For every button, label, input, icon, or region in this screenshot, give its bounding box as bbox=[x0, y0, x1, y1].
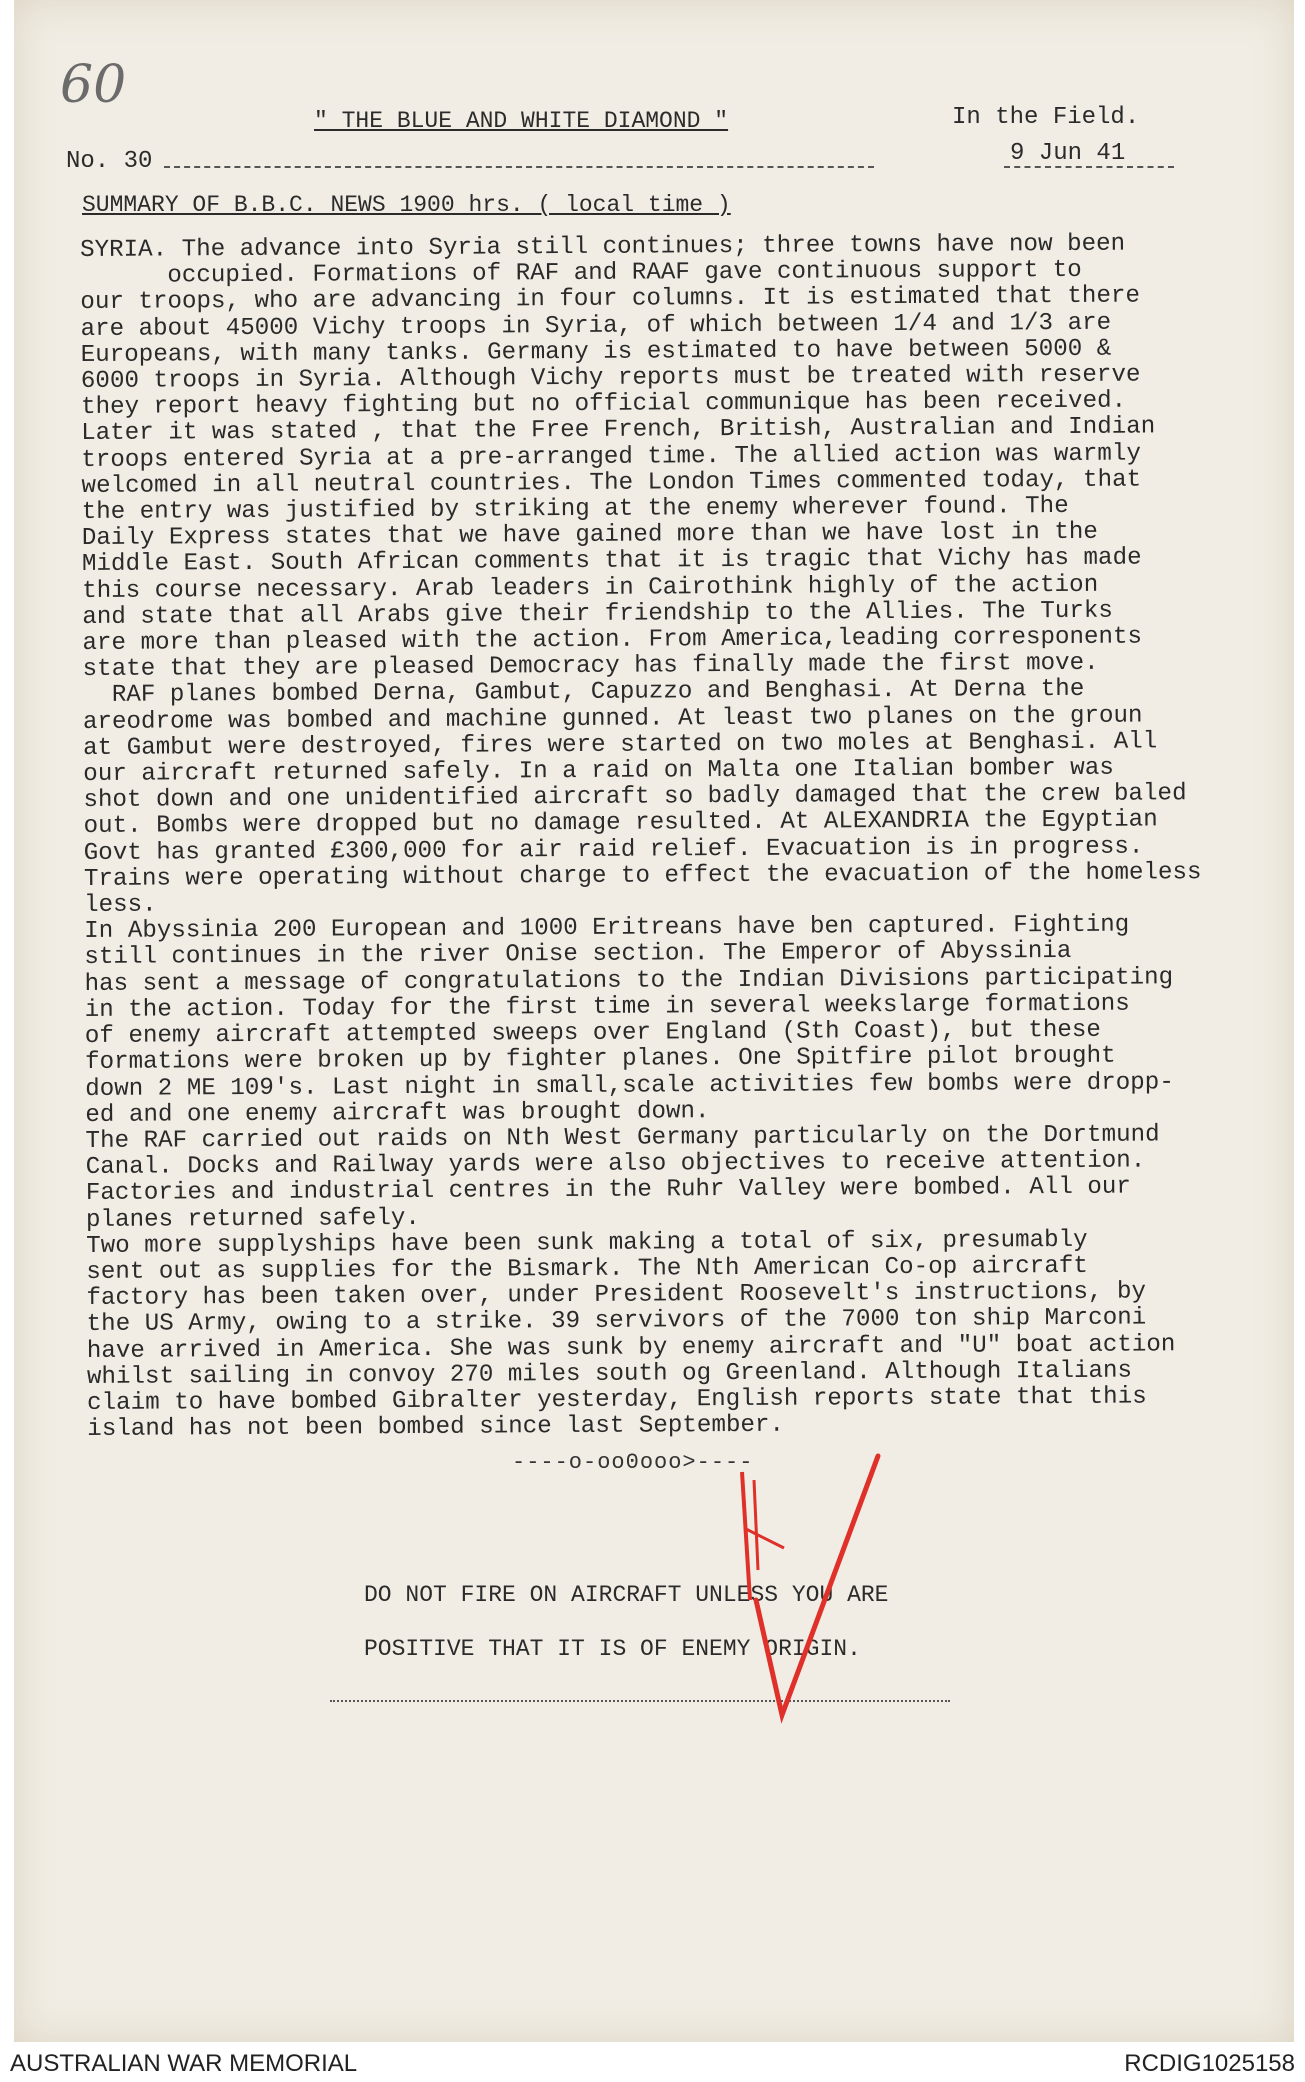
location-label: In the Field. bbox=[952, 104, 1140, 131]
body-line: less. bbox=[83, 891, 157, 920]
document-page bbox=[14, 0, 1294, 2042]
archive-footer bbox=[0, 2045, 1305, 2082]
body-line: troops entered Syria at a pre-arranged time. The allied action was warmly bbox=[81, 440, 1142, 474]
issue-number: No. 30 bbox=[66, 148, 153, 175]
body-line: of enemy aircraft attempted sweeps over England (Sth Coast), but these bbox=[84, 1016, 1101, 1051]
body-line: our aircraft returned safely. In a raid on Malta one Italian bomber was bbox=[83, 754, 1114, 789]
body-line: whilst sailing in convoy 270 miles south og Greenland. Although Italians bbox=[86, 1357, 1133, 1391]
body-line: sent out as supplies for the Bismark. The Nth American Co-op aircraft bbox=[86, 1252, 1088, 1286]
body-line: at Gambut were destroyed, fires were started on two moles at Benghasi. All bbox=[83, 728, 1158, 762]
body-line: Two more supplyships have been sunk making a total of six, presumably bbox=[86, 1226, 1088, 1260]
body-line: welcomed in all neutral countries. The London Times commented today, that bbox=[81, 466, 1142, 500]
body-line: In Abyssinia 200 European and 1000 Eritreans have ben captured. Fighting bbox=[84, 911, 1130, 946]
body-line: state that they are pleased Democracy has finally made the first move. bbox=[82, 650, 1099, 684]
body-line: Canal. Docks and Railway yards were also objectives to receive attention. bbox=[85, 1147, 1146, 1182]
body-line: Daily Express states that we have gained more than we have lost in the bbox=[81, 519, 1098, 553]
body-line: Trains were operating without charge to effect the evacuation of the homeless bbox=[83, 859, 1202, 893]
body-line: out. Bombs were dropped but no damage resulted. At ALEXANDRIA the Egyptian bbox=[83, 806, 1158, 841]
archive-name: AUSTRALIAN WAR MEMORIAL bbox=[10, 2049, 358, 2077]
body-line: still continues in the river Onise section. The Emperor of Abyssinia bbox=[84, 938, 1072, 972]
issue-number-dotted-rule bbox=[164, 166, 874, 168]
body-line: are about 45000 Vichy troops in Syria, of which between 1/4 and 1/3 are bbox=[80, 309, 1112, 343]
body-line: this course necessary. Arab leaders in Cairothink highly of the action bbox=[82, 571, 1099, 605]
end-of-text-mark: ----o-oo0ooo>---- bbox=[512, 1450, 754, 1475]
body-line: island has not been bombed since last September. bbox=[87, 1411, 785, 1444]
body-line: 6000 troops in Syria. Although Vichy reports must be treated with reserve bbox=[80, 361, 1141, 396]
notice-line-2: POSITIVE THAT IT IS OF ENEMY ORIGIN. bbox=[364, 1636, 861, 1662]
summary-heading: SUMMARY OF B.B.C. NEWS 1900 hrs. ( local time ) bbox=[82, 192, 731, 218]
body-line: ed and one enemy aircraft was brought down. bbox=[85, 1097, 710, 1129]
body-line: Govt has granted £300,000 for air raid relief. Evacuation is in progress. bbox=[83, 833, 1144, 867]
archive-id: RCDIG1025158 bbox=[1124, 2049, 1295, 2077]
body-line: down 2 ME 109's. Last night in small,scale activities few bombs were dropp- bbox=[85, 1068, 1174, 1103]
body-line: has sent a message of congratulations to the Indian Divisions participating bbox=[84, 964, 1174, 998]
body-line: The RAF carried out raids on Nth West Germany particularly on the Dortmund bbox=[85, 1121, 1160, 1155]
body-line: RAF planes bombed Derna, Gambut, Capuzzo and Benghasi. At Derna the bbox=[82, 676, 1085, 710]
red-check-mark-icon bbox=[714, 1450, 894, 1730]
document-title: " THE BLUE AND WHITE DIAMOND " bbox=[314, 108, 729, 134]
body-line: planes returned safely. bbox=[85, 1204, 420, 1234]
body-line: they report heavy fighting but no official communique has been received. bbox=[80, 387, 1127, 422]
body-line: factory has been taken over, under President Roosevelt's instructions, by bbox=[86, 1278, 1147, 1313]
body-line: have arrived in America. She was sunk by enemy aircraft and "U" boat action bbox=[86, 1330, 1176, 1365]
body-line: areodrome was bombed and machine gunned. At least two planes on the groun bbox=[82, 702, 1143, 736]
body-line: Factories and industrial centres in the Ruhr Valley were bombed. All our bbox=[85, 1173, 1131, 1208]
body-line: Later it was stated , that the Free French, British, Australian and Indian bbox=[81, 413, 1156, 448]
notice-line-1: DO NOT FIRE ON AIRCRAFT UNLESS YOU ARE bbox=[364, 1582, 889, 1608]
body-line: Europeans, with many tanks. Germany is estimated to have between 5000 & bbox=[80, 335, 1112, 369]
body-line: the US Army, owing to a strike. 39 servivors of the 7000 ton ship Marconi bbox=[86, 1304, 1147, 1339]
body-line: claim to have bombed Gibralter yesterday, English reports state that this bbox=[87, 1383, 1147, 1417]
body-line: and state that all Arabs give their friendship to the Allies. The Turks bbox=[82, 597, 1113, 631]
date-underline bbox=[1004, 166, 1174, 168]
handwritten-page-number: 60 bbox=[60, 55, 127, 115]
body-line: SYRIA. The advance into Syria still continues; three towns have now been bbox=[79, 230, 1126, 264]
body-line: occupied. Formations of RAF and RAAF gave continuous support to bbox=[80, 257, 1082, 291]
body-line: our troops, who are advancing in four columns. It is estimated that there bbox=[80, 282, 1141, 317]
issue-date: 9 Jun 41 bbox=[1010, 140, 1126, 167]
body-line: Middle East. South African comments that it is tragic that Vichy has made bbox=[81, 544, 1142, 579]
body-line: are more than pleased with the action. From America,leading corresponents bbox=[82, 623, 1143, 658]
news-summary-body bbox=[80, 231, 1287, 1444]
body-line: shot down and one unidentified aircraft so badly damaged that the crew baled bbox=[83, 780, 1187, 815]
body-line: formations were broken up by fighter planes. One Spitfire pilot brought bbox=[84, 1042, 1116, 1077]
body-line: the entry was justified by striking at the enemy wherever found. The bbox=[81, 492, 1069, 527]
body-line: in the action. Today for the first time in several weekslarge formations bbox=[84, 990, 1130, 1024]
